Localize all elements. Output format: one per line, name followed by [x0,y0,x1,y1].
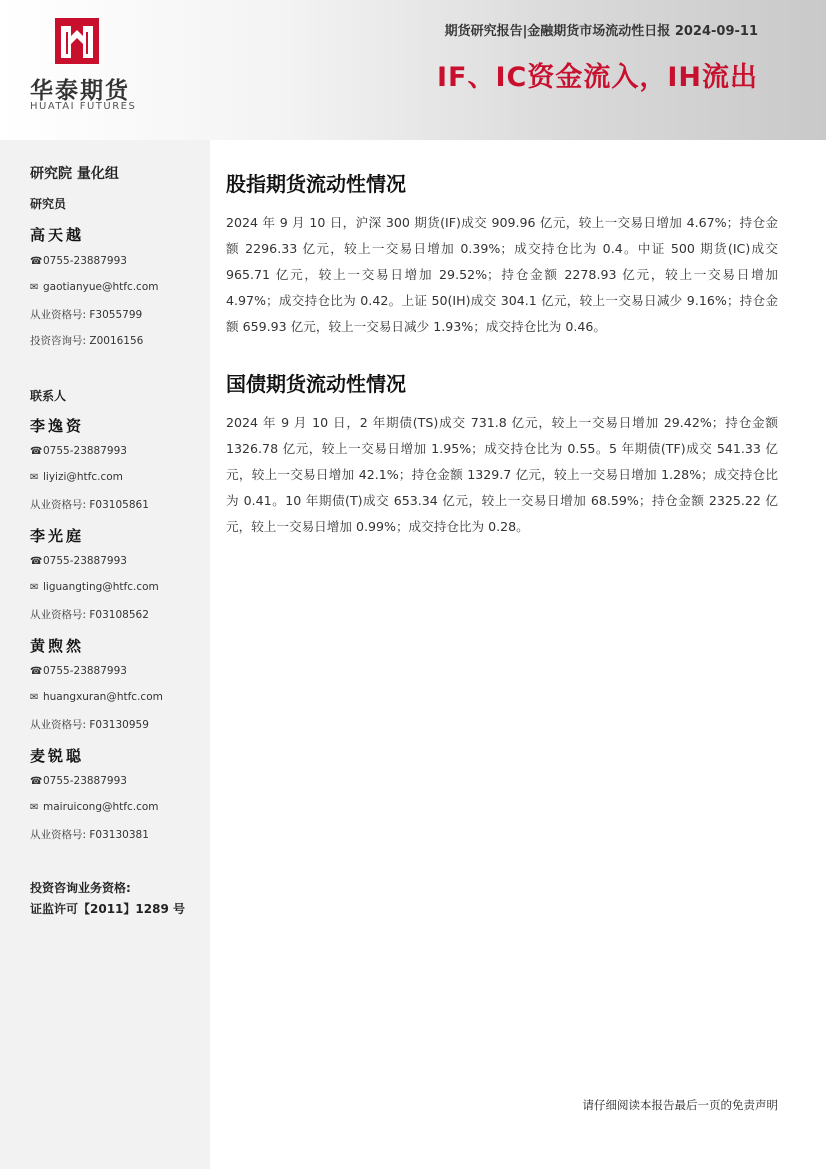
department-label: 研究院 量化组 [30,166,119,182]
email-icon: ✉ [30,282,39,293]
contact-name: 李光庭 [30,527,85,545]
contact-name: 麦锐聪 [30,747,85,765]
phone-icon: ☎ [30,666,43,677]
contacts-heading: 联系人 [30,389,67,403]
logo-chinese-name: 华泰期货 [30,78,130,104]
contact-email[interactable]: ✉ liyizi@htfc.com [30,471,123,483]
author-sidebar [0,140,210,1169]
contact-qualification: 从业资格号: F03130959 [30,719,149,731]
researcher-phone: ☎0755-23887993 [30,255,127,267]
email-icon: ✉ [30,692,39,703]
contact-email[interactable]: ✉ mairuicong@htfc.com [30,801,159,813]
researcher-name: 高天越 [30,226,85,244]
section-title-index-futures: 股指期货流动性情况 [226,172,406,196]
license-label: 投资咨询业务资格: [30,881,131,895]
researcher-heading: 研究员 [30,197,67,211]
contact-phone: ☎0755-23887993 [30,665,127,677]
report-title: IF、IC资金流入，IH流出 [437,62,758,93]
researcher-qualification: 从业资格号: F3055799 [30,309,143,321]
researcher-advisory-number: 投资咨询号: Z0016156 [30,335,144,347]
section-text-bond-futures: 2024 年 9 月 10 日，2 年期债(TS)成交 731.8 亿元，较上一交易日增加 29.42%；持仓金额 1326.78 亿元，较上一交易日增加 1.95%；成交持仓比为 0.55。5 年期债(TF)成交 541.33 亿元，较上一交易日增加 42.1%；持仓金额 1329.7 亿元，较上一交易日增加 1.28%；成交持仓比为 0.41。10 年期债(T)成交 653.34 亿元，较上一交易日增加 68.59%；持仓金额 2325.22 亿元，较上一交易日增加 0.99%；成交持仓比为 0.28。 [226,415,778,534]
contact-phone: ☎0755-23887993 [30,775,127,787]
contact-qualification: 从业资格号: F03105861 [30,499,149,511]
contact-qualification: 从业资格号: F03108562 [30,609,149,621]
email-icon: ✉ [30,582,39,593]
phone-icon: ☎ [30,256,43,267]
disclaimer-note: 请仔细阅读本报告最后一页的免责声明 [582,1098,778,1112]
logo-english-name: HUATAI FUTURES [30,101,137,112]
section-title-bond-futures: 国债期货流动性情况 [226,372,406,396]
contact-email[interactable]: ✉ huangxuran@htfc.com [30,691,163,703]
phone-icon: ☎ [30,446,43,457]
contact-phone: ☎0755-23887993 [30,445,127,457]
contact-name: 李逸资 [30,417,85,435]
phone-icon: ☎ [30,776,43,787]
email-icon: ✉ [30,802,39,813]
phone-icon: ☎ [30,556,43,567]
report-header [0,0,826,140]
email-icon: ✉ [30,472,39,483]
contact-phone: ☎0755-23887993 [30,555,127,567]
section-text-index-futures: 2024 年 9 月 10 日，沪深 300 期货(IF)成交 909.96 亿元，较上一交易日增加 4.67%；持仓金额 2296.33 亿元，较上一交易日增加 0.39%；成交持仓比为 0.4。中证 500 期货(IC)成交 965.71 亿元，较上一交易日增加 29.52%；持仓金额 2278.93 亿元，较上一交易日增加 4.97%；成交持仓比为 0.42。上证 50(IH)成交 304.1 亿元，较上一交易日减少 9.16%；持仓金额 659.93 亿元，较上一交易日减少 1.93%；成交持仓比为 0.46。 [226,215,778,334]
researcher-email[interactable]: ✉ gaotianyue@htfc.com [30,281,159,293]
contact-name: 黄煦然 [30,637,85,655]
license-number: 证监许可【2011】1289 号 [30,902,185,916]
contact-email[interactable]: ✉ liguangting@htfc.com [30,581,159,593]
huatai-logo-icon [55,18,99,64]
report-type-line: 期货研究报告|金融期货市场流动性日报 2024-09-11 [444,24,758,39]
contact-qualification: 从业资格号: F03130381 [30,829,149,841]
